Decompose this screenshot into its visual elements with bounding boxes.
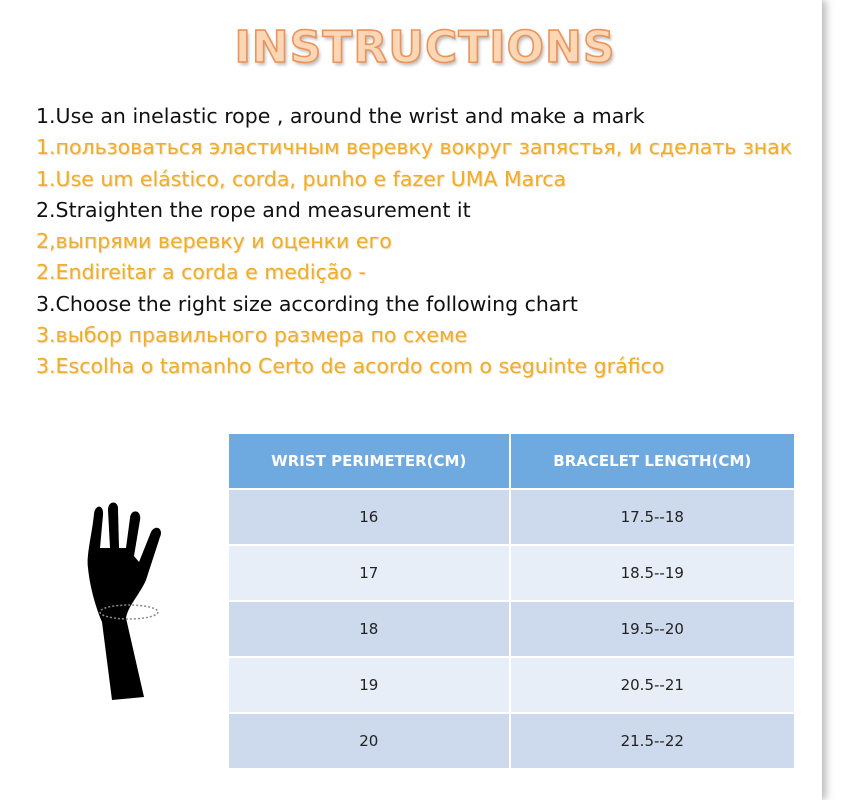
table-row [229, 713, 794, 768]
wrist-cell: 19 [229, 657, 510, 713]
table-row [229, 545, 794, 601]
wrist-cell: 20 [229, 713, 510, 768]
length-cell: 17.5--18 [510, 489, 794, 545]
step2-portuguese: 2.Endireitar a corda e medição - [36, 260, 366, 285]
table-header-row [229, 434, 794, 489]
step2-english: 2.Straighten the rope and measurement it [36, 197, 471, 222]
length-cell: 21.5--22 [510, 713, 794, 768]
wrist-cell: 17 [229, 545, 510, 601]
wrist-cell: 16 [229, 489, 510, 545]
step3-portuguese: 3.Escolha o tamanho Certo de acordo com o seguinte gráfico [36, 354, 665, 379]
header-wrist-perimeter: WRIST PERIMETER(CM) [229, 434, 510, 489]
size-chart-table [229, 434, 794, 768]
length-cell: 20.5--21 [510, 657, 794, 713]
page-title: INSTRUCTIONS [234, 22, 616, 73]
wrist-cell: 18 [229, 601, 510, 657]
header-bracelet-length: BRACELET LENGTH(CM) [510, 434, 794, 489]
step1-portuguese: 1.Use um elástico, corda, punho e fazer UMA Marca [36, 166, 567, 191]
step1-english: 1.Use an inelastic rope , around the wrist and make a mark [36, 104, 645, 128]
instruction-list [36, 101, 826, 383]
step3-english: 3.Choose the right size according the following chart [36, 291, 578, 316]
length-cell: 18.5--19 [510, 545, 794, 601]
length-cell: 19.5--20 [510, 601, 794, 657]
hand-silhouette-icon [66, 490, 186, 705]
step3-russian: 3.выбор правильного размера по схеме [36, 323, 468, 348]
table-row [229, 657, 794, 713]
table-row [229, 601, 794, 657]
step1-russian: 1.пользоваться эластичным веревку вокруг запястья, и сделать знак [36, 135, 793, 160]
step2-russian: 2,выпрями веревку и оценки его [36, 229, 392, 254]
table-row [229, 489, 794, 545]
